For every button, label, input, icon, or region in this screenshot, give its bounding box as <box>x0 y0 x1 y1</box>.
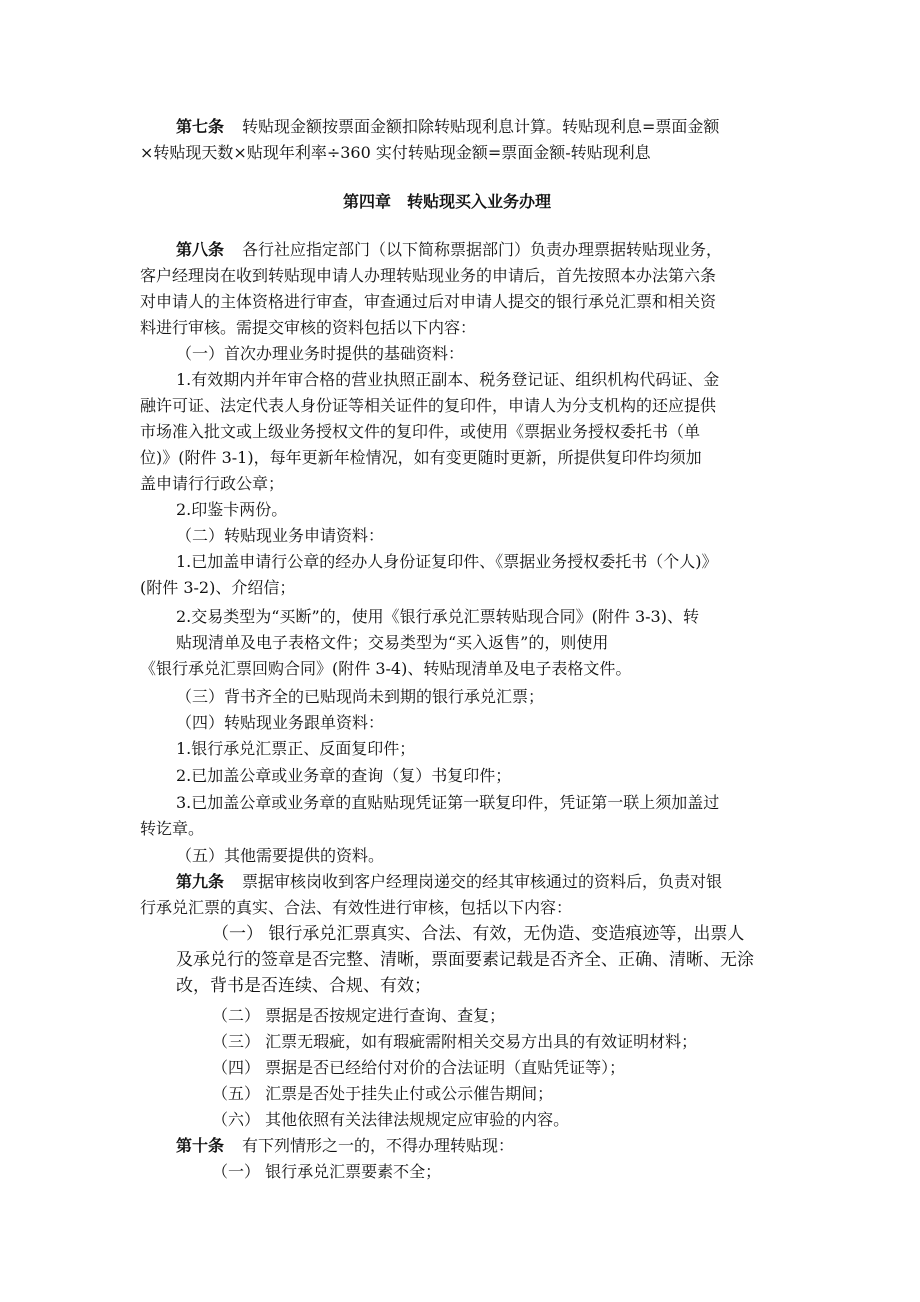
section-4-heading: （四）转贴现业务跟单资料： <box>176 713 385 732</box>
article-9-item-6: （六） 其他依照有关法律法规规定应审验的内容。 <box>212 1110 570 1129</box>
article-9-line-2: 行承兑汇票的真实、合法、有效性进行审核，包括以下内容： <box>140 898 573 917</box>
article-9-label: 第九条 <box>176 872 225 891</box>
section-1-item-1-line-5: 盖申请行行政公章； <box>140 474 285 493</box>
article-8-line-3: 对申请人的主体资格进行审查，审查通过后对申请人提交的银行承兑汇票和相关资 <box>140 292 717 311</box>
article-8-line-2: 客户经理岗在收到转贴现申请人办理转贴现业务的申请后，首先按照本办法第六条 <box>140 266 717 285</box>
chapter-title: 第四章 转贴现买入业务办理 <box>343 192 552 211</box>
article-7-line-2: ×转贴现天数×贴现年利率÷360 实付转贴现金额=票面金额-转贴现利息 <box>140 143 651 162</box>
article-9-line-1: 第九条 票据审核岗收到客户经理岗递交的经其审核通过的资料后，负责对银 <box>176 872 723 891</box>
article-8-line-1: 第八条 各行社应指定部门（以下简称票据部门）负责办理票据转贴现业务， <box>176 240 723 259</box>
article-7-label: 第七条 <box>176 117 225 136</box>
article-9-item-5: （五） 汇票是否处于挂失止付或公示催告期间； <box>212 1084 554 1103</box>
article-9-item-1-line-2: 及承兑行的签章是否完整、清晰，票面要素记载是否齐全、正确、清晰、无涂 <box>176 950 754 970</box>
article-10-label: 第十条 <box>176 1136 225 1155</box>
section-1-item-2: 2.印鉴卡两份。 <box>176 500 288 519</box>
article-10-item-1: （一） 银行承兑汇票要素不全； <box>212 1162 442 1181</box>
article-9-item-1-line-1: （一） 银行承兑汇票真实、合法、有效，无伪造、变造痕迹等，出票人 <box>212 924 745 944</box>
article-8-line-4: 料进行审核。需提交审核的资料包括以下内容： <box>140 318 477 337</box>
section-1-item-1-line-3: 市场准入批文或上级业务授权文件的复印件，或使用《票据业务授权委托书（单 <box>140 422 701 441</box>
section-2-item-1-line-2: (附件 3-2)、介绍信； <box>140 578 296 597</box>
article-7-line-1: 第七条 转贴现金额按票面金额扣除转贴现利息计算。转贴现利息=票面金额 <box>176 117 720 136</box>
section-5-heading: （五）其他需要提供的资料。 <box>176 846 385 865</box>
section-1-item-1-line-1: 1.有效期内并年审合格的营业执照正副本、税务登记证、组织机构代码证、金 <box>176 370 720 389</box>
section-2-item-2-line-3: 《银行承兑汇票回购合同》(附件 3-4)、转贴现清单及电子表格文件。 <box>140 659 632 678</box>
section-2-item-1-line-1: 1.已加盖申请行公章的经办人身份证复印件、《票据业务授权委托书（个人)》 <box>176 552 718 571</box>
article-9-item-3: （三） 汇票无瑕疵，如有瑕疵需附相关交易方出具的有效证明材料； <box>212 1032 698 1051</box>
section-2-item-2-line-1: 2.交易类型为“买断”的，使用《银行承兑汇票转贴现合同》(附件 3-3)、转 <box>176 607 699 626</box>
section-2-item-2-line-2: 贴现清单及电子表格文件；交易类型为“买入返售”的，则使用 <box>176 633 609 652</box>
section-1-item-1-line-4: 位)》(附件 3-1)，每年更新年检情况，如有变更随时更新，所提供复印件均须加 <box>140 448 702 467</box>
article-9-item-2: （二） 票据是否按规定进行查询、查复； <box>212 1006 506 1025</box>
article-9-item-1-line-3: 改，背书是否连续、合规、有效； <box>176 976 431 996</box>
section-1-item-1-line-2: 融许可证、法定代表人身份证等相关证件的复印件，申请人为分支机构的还应提供 <box>140 396 717 415</box>
section-1-heading: （一）首次办理业务时提供的基础资料： <box>176 344 465 363</box>
section-4-item-3-line-2: 转讫章。 <box>140 819 205 838</box>
section-3-heading: （三）背书齐全的已贴现尚未到期的银行承兑汇票； <box>176 687 545 706</box>
article-10-line-1: 第十条 有下列情形之一的，不得办理转贴现： <box>176 1136 515 1155</box>
article-8-label: 第八条 <box>176 240 225 259</box>
article-9-item-4: （四） 票据是否已经给付对价的合法证明（直贴凭证等）； <box>212 1058 626 1077</box>
section-2-heading: （二）转贴现业务申请资料： <box>176 526 385 545</box>
section-4-item-1: 1.银行承兑汇票正、反面复印件； <box>176 739 416 758</box>
section-4-item-2: 2.已加盖公章或业务章的查询（复）书复印件； <box>176 766 512 785</box>
section-4-item-3-line-1: 3.已加盖公章或业务章的直贴贴现凭证第一联复印件，凭证第一联上须加盖过 <box>176 793 720 812</box>
